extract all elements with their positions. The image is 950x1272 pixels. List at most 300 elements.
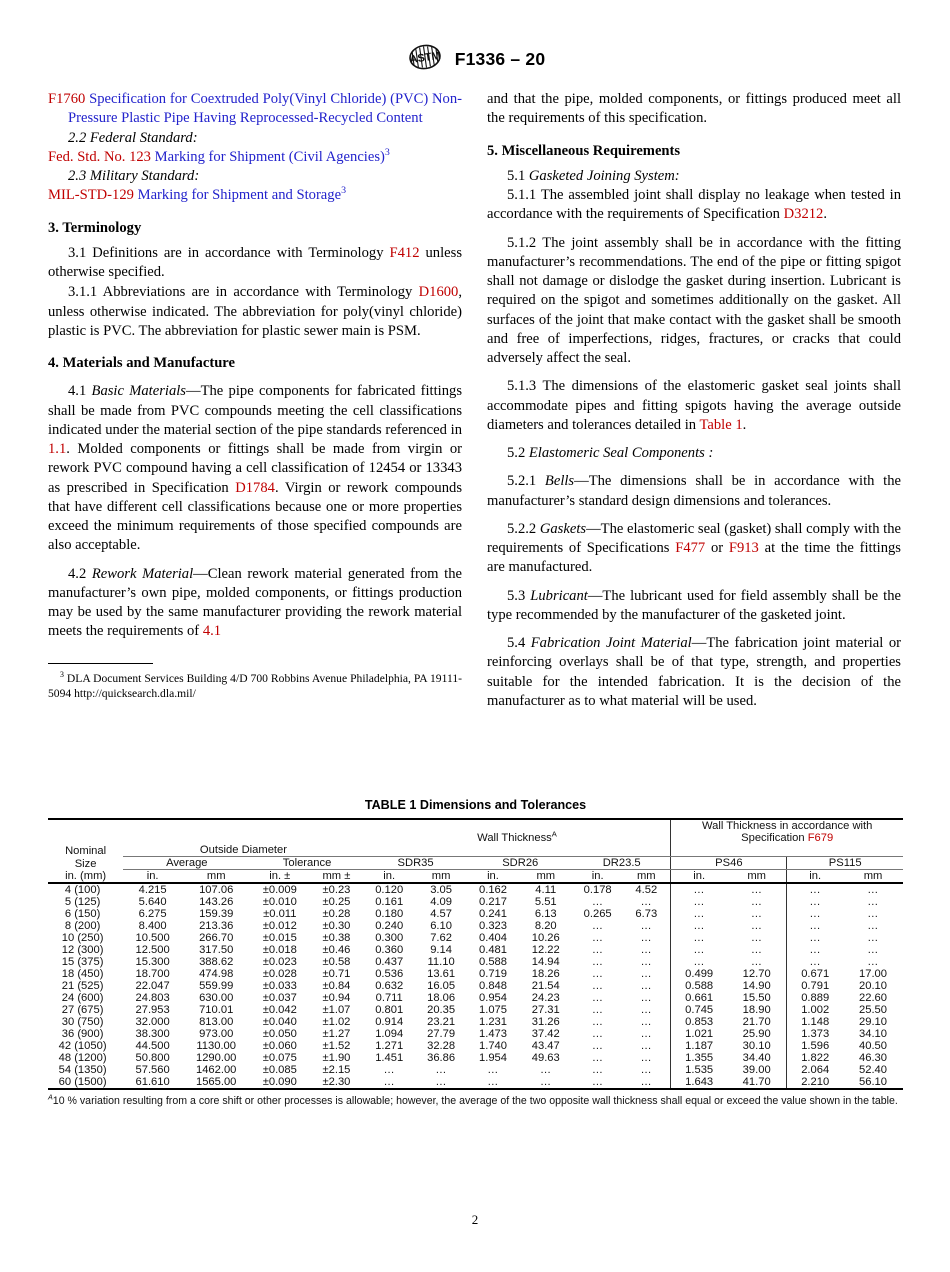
table-cell: 317.50 [199, 944, 234, 956]
table-cell: 710.01 [199, 1004, 234, 1016]
header-group-outside-diameter: Outside Diameter [123, 844, 363, 857]
header-unit-avg-mm: mm [182, 870, 250, 884]
section-4-heading: 4. Materials and Manufacture [48, 355, 235, 371]
para-3-1-text-a: 3.1 Definitions are in accordance with Terminology [68, 244, 390, 261]
table-cell: ... [592, 896, 603, 908]
table-cell: 18.700 [135, 968, 170, 980]
table-cell: 630.00 [199, 992, 234, 1004]
table-cell: ±0.010 [262, 896, 297, 908]
header-spec-line-1: Wall Thickness in accordance with [701, 820, 873, 832]
table-cell: 1.231 [478, 1016, 507, 1028]
table-cell: ... [671, 932, 727, 944]
header-unit-ps115-mm: mm [843, 870, 903, 884]
table-cell: 388.62 [199, 956, 234, 968]
table-cell: ±0.38 [322, 932, 351, 944]
table-cell: 0.178 [583, 884, 612, 896]
table-cell: ±0.23 [322, 884, 351, 896]
ref-title-f1760[interactable]: Specification for Coextruded Poly(Vinyl Chloride) (PVC) Non-Pressure Plastic Pipe Having Reprocessed-Recycled Content [68, 91, 462, 127]
table-footnote-text: 10 % variation resulting from a core shift or other processes is allowable; however, the average of the two opposite wall thickness shall equal or exceed the value shown in the table. [52, 1095, 898, 1107]
header-unit-dr235-in: in. [573, 870, 622, 884]
header-unit-dr235-mm: mm [622, 870, 671, 884]
table-cell: 30.10 [742, 1040, 771, 1052]
table-cell: 6.73 [635, 908, 658, 920]
table-cell: ±0.84 [322, 980, 351, 992]
table-cell: ... [383, 1064, 395, 1076]
table-cell: 57.560 [135, 1064, 170, 1076]
table-cell: ±0.30 [322, 920, 351, 932]
table-cell: ... [641, 992, 652, 1004]
table-cell-nominal-size: 10 (250) [61, 932, 104, 944]
table-cell: 25.90 [742, 1028, 771, 1040]
table-row [48, 896, 903, 908]
table-cell: ... [671, 896, 727, 908]
table-row [48, 980, 903, 992]
table-cell: 3.05 [430, 884, 452, 896]
table-row [48, 968, 903, 980]
table-cell: ... [364, 1076, 415, 1089]
table-cell: 25.50 [859, 1004, 887, 1016]
paragraph-4-2 [48, 565, 462, 642]
table-cell: ... [787, 896, 843, 908]
table-cell: ... [867, 884, 879, 896]
table-row [48, 1064, 903, 1076]
table-cell: 22.60 [859, 992, 887, 1004]
table-cell: ±1.27 [322, 1028, 351, 1040]
table-cell: 0.661 [671, 992, 727, 1004]
section-2-3-heading: 2.3 Military Standard: [68, 168, 200, 184]
footnote-separator-rule [48, 663, 153, 664]
footnote-number: 3 [60, 669, 64, 679]
ref-title-fed-std[interactable]: Marking for Shipment (Civil Agencies) [154, 148, 385, 165]
table-cell: 0.914 [375, 1016, 404, 1028]
table-cell: ±0.71 [322, 968, 351, 980]
table-row [48, 1028, 903, 1040]
footnote-ref-mil-std: 3 [341, 185, 347, 197]
header-sdr26: SDR26 [467, 857, 573, 870]
table-row [48, 932, 903, 944]
table-cell: 0.632 [375, 980, 404, 992]
table-cell: 40.50 [859, 1040, 887, 1052]
table-1-footnote [48, 1092, 903, 1109]
table-cell: ±1.52 [322, 1040, 351, 1052]
table-cell-nominal-size: 36 (900) [61, 1028, 104, 1040]
table-cell: ... [592, 944, 603, 956]
link-f412[interactable]: F412 [389, 244, 420, 261]
table-cell: 18.26 [531, 968, 560, 980]
header-rule-wall-thickness [364, 844, 671, 857]
table-cell-nominal-size: 6 (150) [64, 908, 101, 920]
table-cell: ... [641, 1004, 652, 1016]
table-cell: ... [787, 883, 843, 896]
table-cell: 1.451 [375, 1052, 404, 1064]
header-rule-wall-thickness-spec [671, 844, 903, 857]
ref-code-f1760[interactable]: F1760 [48, 91, 86, 107]
header-sdr35: SDR35 [364, 857, 468, 870]
para-4-2-number: 4.2 [68, 565, 92, 582]
table-cell: 27.31 [531, 1004, 560, 1016]
table-cell: 46.30 [859, 1052, 887, 1064]
table-cell: 0.801 [375, 1004, 404, 1016]
table-cell: 0.588 [671, 980, 727, 992]
link-d3212[interactable]: D3212 [783, 206, 824, 223]
ref-code-fed-std[interactable]: Fed. Std. No. 123 [48, 148, 151, 165]
table-cell: ±1.90 [322, 1052, 351, 1064]
table-cell: 22.047 [135, 980, 170, 992]
table-cell: 0.217 [478, 896, 507, 908]
table-cell: ... [641, 1064, 652, 1076]
table-cell: ±2.15 [322, 1064, 351, 1076]
table-cell: 5.51 [534, 896, 557, 908]
table-header-sub-row [48, 857, 903, 870]
table-cell: 1290.00 [195, 1052, 237, 1064]
para-5-2-2-number: 5.2.2 [507, 520, 540, 537]
table-cell: 1.596 [787, 1040, 843, 1052]
header-spacer-od [123, 819, 363, 844]
table-cell: ... [415, 1076, 468, 1089]
table-cell: ... [592, 1016, 603, 1028]
para-5-2-term: Elastomeric Seal Components : [528, 445, 714, 461]
table-cell: ... [787, 944, 843, 956]
table-cell-nominal-size: 4 (100) [64, 884, 101, 896]
table-cell-nominal-size: 21 (525) [61, 980, 104, 992]
table-cell: 1130.00 [196, 1040, 236, 1052]
table-cell: ... [867, 932, 879, 944]
table-cell: 0.588 [478, 956, 507, 968]
header-unit-sdr26-mm: mm [518, 870, 573, 884]
table-cell: 36.86 [427, 1052, 456, 1064]
table-cell: ... [641, 980, 652, 992]
table-cell: ... [592, 980, 603, 992]
section-5-heading: 5. Miscellaneous Requirements [487, 142, 681, 159]
table-cell: 56.10 [843, 1076, 903, 1089]
link-1-1[interactable]: 1.1 [48, 441, 67, 457]
link-table-1[interactable]: Table 1 [699, 416, 743, 433]
table-cell: ±0.015 [262, 932, 297, 944]
link-d1784[interactable]: D1784 [235, 479, 275, 496]
paragraph-5-3 [487, 587, 901, 626]
table-cell-nominal-size: 48 (1200) [58, 1052, 107, 1064]
link-f477[interactable]: F477 [675, 540, 706, 556]
header-tolerance: Tolerance [250, 857, 363, 870]
table-cell: 1.473 [478, 1028, 507, 1040]
table-cell: 32.28 [427, 1040, 456, 1052]
table-cell: ... [467, 1076, 518, 1089]
table-cell: ... [592, 920, 603, 932]
table-cell: ... [867, 956, 879, 968]
table-cell: ±0.28 [322, 908, 351, 920]
table-row [48, 992, 903, 1004]
table-cell: ... [592, 1052, 603, 1064]
table-cell: ... [671, 944, 727, 956]
para-5-1-1-text-a: 5.1.1 The assembled joint shall display no leakage when tested in accordance with the requirements of Specification [487, 187, 901, 223]
link-d1600[interactable]: D1600 [418, 284, 459, 301]
table-cell: 34.40 [742, 1052, 771, 1064]
table-cell: ... [787, 932, 843, 944]
header-spacer-nominal [48, 819, 123, 844]
reference-mil-std-129 [48, 186, 462, 205]
table-cell: 1.822 [787, 1052, 843, 1064]
para-5-2-1-term: Bells [544, 473, 575, 490]
paragraph-3-1-1 [48, 283, 462, 341]
table-cell: 41.70 [727, 1076, 787, 1089]
para-5-4-number: 5.4 [507, 635, 531, 651]
para-3-1-1-text-a: 3.1.1 Abbreviations are in accordance with Terminology [68, 284, 419, 301]
table-cell: 0.323 [478, 920, 507, 932]
table-cell: 12.500 [135, 944, 170, 956]
table-cell: 973.00 [199, 1028, 234, 1040]
table-cell-nominal-size: 24 (600) [61, 992, 104, 1004]
table-cell: 61.610 [123, 1076, 182, 1089]
table-cell: 1565.00 [182, 1076, 250, 1089]
table-cell: 159.39 [199, 908, 234, 920]
section-2-2-heading: 2.2 Federal Standard: [68, 129, 198, 146]
table-cell: 813.00 [199, 1016, 234, 1028]
para-4-1-text-c: . Virgin or rework compounds that have different cell classifications because one or more properties exceed the minimum requirements of those specified compounds are also acceptable. [48, 479, 463, 554]
table-cell: 0.240 [375, 920, 404, 932]
para-4-1-term: Basic Materials [91, 383, 186, 400]
table-cell: ... [622, 1076, 671, 1089]
table-cell: ... [671, 908, 727, 920]
header-nominal-size-line-2: Size [74, 857, 97, 870]
table-cell: ... [787, 908, 843, 920]
para-5-1-1-text-b: . [823, 206, 828, 223]
paragraph-3-1 [48, 244, 462, 283]
header-ps46: PS46 [671, 857, 787, 870]
para-5-3-term: Lubricant [530, 587, 588, 604]
table-cell: ±0.012 [262, 920, 297, 932]
table-cell: 12.22 [531, 944, 560, 956]
table-cell-nominal-size: 42 (1050) [58, 1040, 107, 1052]
table-cell: ... [751, 908, 762, 920]
table-cell: ±0.009 [262, 884, 297, 896]
table-cell: 4.57 [430, 908, 452, 920]
table-cell: 4.11 [535, 884, 557, 896]
table-cell: 15.50 [742, 992, 771, 1004]
table-cell: ... [592, 992, 603, 1004]
table-cell: 1.355 [671, 1052, 727, 1064]
table-cell: 29.10 [859, 1016, 887, 1028]
link-f913[interactable]: F913 [728, 540, 759, 556]
para-5-1-3-text-b: . [742, 416, 747, 433]
table-cell: ... [641, 944, 652, 956]
paragraph-5-1-1 [487, 186, 901, 225]
table-header-group-row-1 [48, 819, 903, 844]
table-cell: 1.954 [478, 1052, 507, 1064]
para-5-2-1-text: —The dimensions shall be in accordance with the manufacturer’s standard design dimensions and tolerances. [487, 473, 901, 509]
table-header-group-row-2 [48, 844, 903, 857]
table-cell: ... [540, 1064, 552, 1076]
ref-code-mil-std[interactable]: MIL-STD-129 [48, 187, 134, 204]
table-cell: 0.671 [787, 968, 843, 980]
table-cell: 0.481 [478, 944, 507, 956]
table-cell: ±0.58 [322, 956, 351, 968]
table-cell-nominal-size: 54 (1350) [58, 1064, 107, 1076]
table-cell: 44.500 [135, 1040, 170, 1052]
table-cell: 39.00 [742, 1064, 771, 1076]
table-cell: 1.187 [671, 1040, 727, 1052]
table-cell-nominal-size: 5 (125) [64, 896, 101, 908]
table-cell: 107.06 [199, 884, 234, 896]
table-cell: ... [641, 1016, 652, 1028]
header-unit-sdr35-in: in. [364, 870, 415, 884]
header-unit-ps115-in: in. [787, 870, 843, 884]
table-cell: ... [518, 1076, 573, 1089]
table-cell: ... [592, 1028, 603, 1040]
table-cell: 20.10 [859, 980, 887, 992]
para-5-2-1-number: 5.2.1 [507, 473, 545, 490]
para-4-1-text-b: . Molded components or fittings shall be made from virgin or rework PVC compound having a cell classification of 12454 or 13343 as prescribed in Specification [48, 441, 462, 496]
table-cell: 14.94 [531, 956, 560, 968]
table-cell: ... [867, 908, 879, 920]
table-cell: 1.643 [671, 1076, 727, 1089]
table-cell: 0.162 [478, 884, 507, 896]
table-cell: 0.120 [375, 884, 404, 896]
para-5-1-number: 5.1 [507, 167, 529, 184]
table-cell: 1.075 [478, 1004, 507, 1016]
table-cell: ±2.30 [309, 1076, 364, 1089]
table-footnote-mark: A [48, 1092, 53, 1102]
para-4-2-text: —Clean rework material generated from the manufacturer’s own pipe, molded components, or fittings production may be used by the same manufacturer providing the rework material meets the requirements of [48, 565, 462, 640]
table-cell: 13.61 [427, 968, 456, 980]
left-text-column [48, 90, 462, 701]
table-cell: 6.275 [138, 908, 167, 920]
link-4-1[interactable]: 4.1 [202, 623, 222, 640]
table-cell: 0.848 [478, 980, 507, 992]
table-cell: ... [641, 896, 652, 908]
table-cell: ... [641, 1028, 652, 1040]
table-cell-nominal-size: 8 (200) [64, 920, 101, 932]
table-cell: ... [641, 968, 652, 980]
table-cell: 0.745 [671, 1004, 727, 1016]
header-dr235: DR23.5 [573, 857, 671, 870]
table-cell: ... [671, 956, 727, 968]
paragraph-5-2-2 [487, 520, 901, 578]
table-cell: 5.640 [138, 896, 167, 908]
paragraph-5-1-3 [487, 377, 901, 435]
header-unit-avg-in: in. [123, 870, 182, 884]
table-cell: ... [751, 896, 762, 908]
table-cell: ... [867, 920, 879, 932]
para-5-1-term: Gasketed Joining System: [528, 167, 680, 184]
table-cell: 1.148 [787, 1016, 843, 1028]
table-cell: 4.215 [138, 884, 167, 896]
table-cell: 7.62 [430, 932, 452, 944]
table-cell: 0.437 [375, 956, 404, 968]
table-cell: 1.094 [375, 1028, 404, 1040]
table-cell: 10.500 [135, 932, 170, 944]
para-3-1-text-b: unless otherwise specified. [48, 244, 462, 280]
table-cell: ±0.060 [262, 1040, 297, 1052]
table-cell: 0.180 [375, 908, 404, 920]
para-5-2-2-term: Gaskets [539, 520, 587, 537]
table-cell: ±0.050 [262, 1028, 297, 1040]
table-cell: 2.064 [787, 1064, 843, 1076]
table-row [48, 1016, 903, 1028]
table-cell: ... [573, 1076, 622, 1089]
table-cell: 37.42 [531, 1028, 560, 1040]
table-cell: ... [592, 1004, 603, 1016]
table-cell: 11.10 [427, 956, 455, 968]
paragraph-5-1 [487, 167, 901, 186]
table-cell: ... [487, 1064, 499, 1076]
page-footnote-3 [48, 671, 462, 701]
header-spec-prefix: Specification [741, 832, 808, 844]
table-cell: 23.21 [427, 1016, 456, 1028]
table-1-title: TABLE 1 Dimensions and Tolerances [364, 798, 587, 812]
link-f679[interactable]: F679 [807, 832, 834, 844]
table-cell: ... [641, 1052, 652, 1064]
table-cell: ... [435, 1064, 447, 1076]
table-cell: ±0.040 [262, 1016, 297, 1028]
header-nominal-size-line-1: Nominal [65, 844, 107, 857]
table-cell: 18.06 [427, 992, 456, 1004]
table-cell: 0.791 [787, 980, 843, 992]
para-5-1-3-text-a: 5.1.3 The dimensions of the elastomeric gasket seal joints shall accommodate pipes and fitting spigots having the average outside diameters and tolerances detailed in [487, 378, 901, 433]
table-cell: 8.20 [534, 920, 557, 932]
table-1-body [48, 883, 903, 1089]
ref-title-mil-std[interactable]: Marking for Shipment and Storage [137, 187, 342, 204]
table-cell: 213.36 [199, 920, 234, 932]
table-cell: 21.70 [742, 1016, 771, 1028]
table-cell: 0.954 [478, 992, 507, 1004]
table-cell: 17.00 [859, 968, 887, 980]
table-cell: 0.853 [671, 1016, 727, 1028]
table-row [48, 956, 903, 968]
table-cell-nominal-size: 18 (450) [61, 968, 104, 980]
header-ps115: PS115 [787, 857, 903, 870]
header-group-wall-thickness [364, 819, 671, 844]
para-5-4-text: —The fabrication joint material or reinforcing overlays shall be of that type, strength, and properties suitable for the intended fabrication. It is the decision of the manufacturer as to what material will be used. [487, 635, 901, 709]
para-4-1-number: 4.1 [68, 383, 92, 400]
table-cell: ... [641, 920, 652, 932]
table-cell-nominal-size: 15 (375) [61, 956, 104, 968]
table-cell: 12.70 [742, 968, 771, 980]
table-cell: ±0.090 [250, 1076, 309, 1089]
table-cell: 143.26 [199, 896, 234, 908]
table-cell: 49.63 [531, 1052, 560, 1064]
table-cell: 0.711 [375, 992, 403, 1004]
paragraph-5-2-1 [487, 472, 901, 511]
table-cell: 0.265 [583, 908, 612, 920]
table-cell: ... [641, 932, 652, 944]
svg-text:ASTM: ASTM [408, 49, 442, 67]
table-cell-nominal-size: 30 (750) [61, 1016, 104, 1028]
table-cell: 43.47 [531, 1040, 560, 1052]
table-row [48, 944, 903, 956]
table-cell: 50.800 [135, 1052, 170, 1064]
table-cell: 8.400 [138, 920, 167, 932]
table-row [48, 908, 903, 920]
table-cell: ... [751, 956, 762, 968]
table-cell: 0.404 [478, 932, 507, 944]
table-cell: 0.889 [787, 992, 843, 1004]
table-cell: 27.953 [135, 1004, 170, 1016]
table-cell: 1.740 [478, 1040, 507, 1052]
header-unit-sdr26-in: in. [467, 870, 518, 884]
table-row [48, 1040, 903, 1052]
table-cell: 2.210 [787, 1076, 843, 1089]
para-5-2-2-text-mid: or [705, 540, 729, 556]
standard-designation: F1336 – 20 [454, 49, 546, 69]
header-spec-line-2 [671, 832, 903, 844]
table-cell: 10.26 [531, 932, 560, 944]
table-cell: ... [751, 884, 762, 896]
table-cell: 0.536 [375, 968, 404, 980]
table-cell: 14.90 [742, 980, 771, 992]
table-cell: ±0.011 [263, 908, 297, 920]
para-5-4-term: Fabrication Joint Material [530, 635, 692, 651]
table-cell: ... [751, 920, 762, 932]
